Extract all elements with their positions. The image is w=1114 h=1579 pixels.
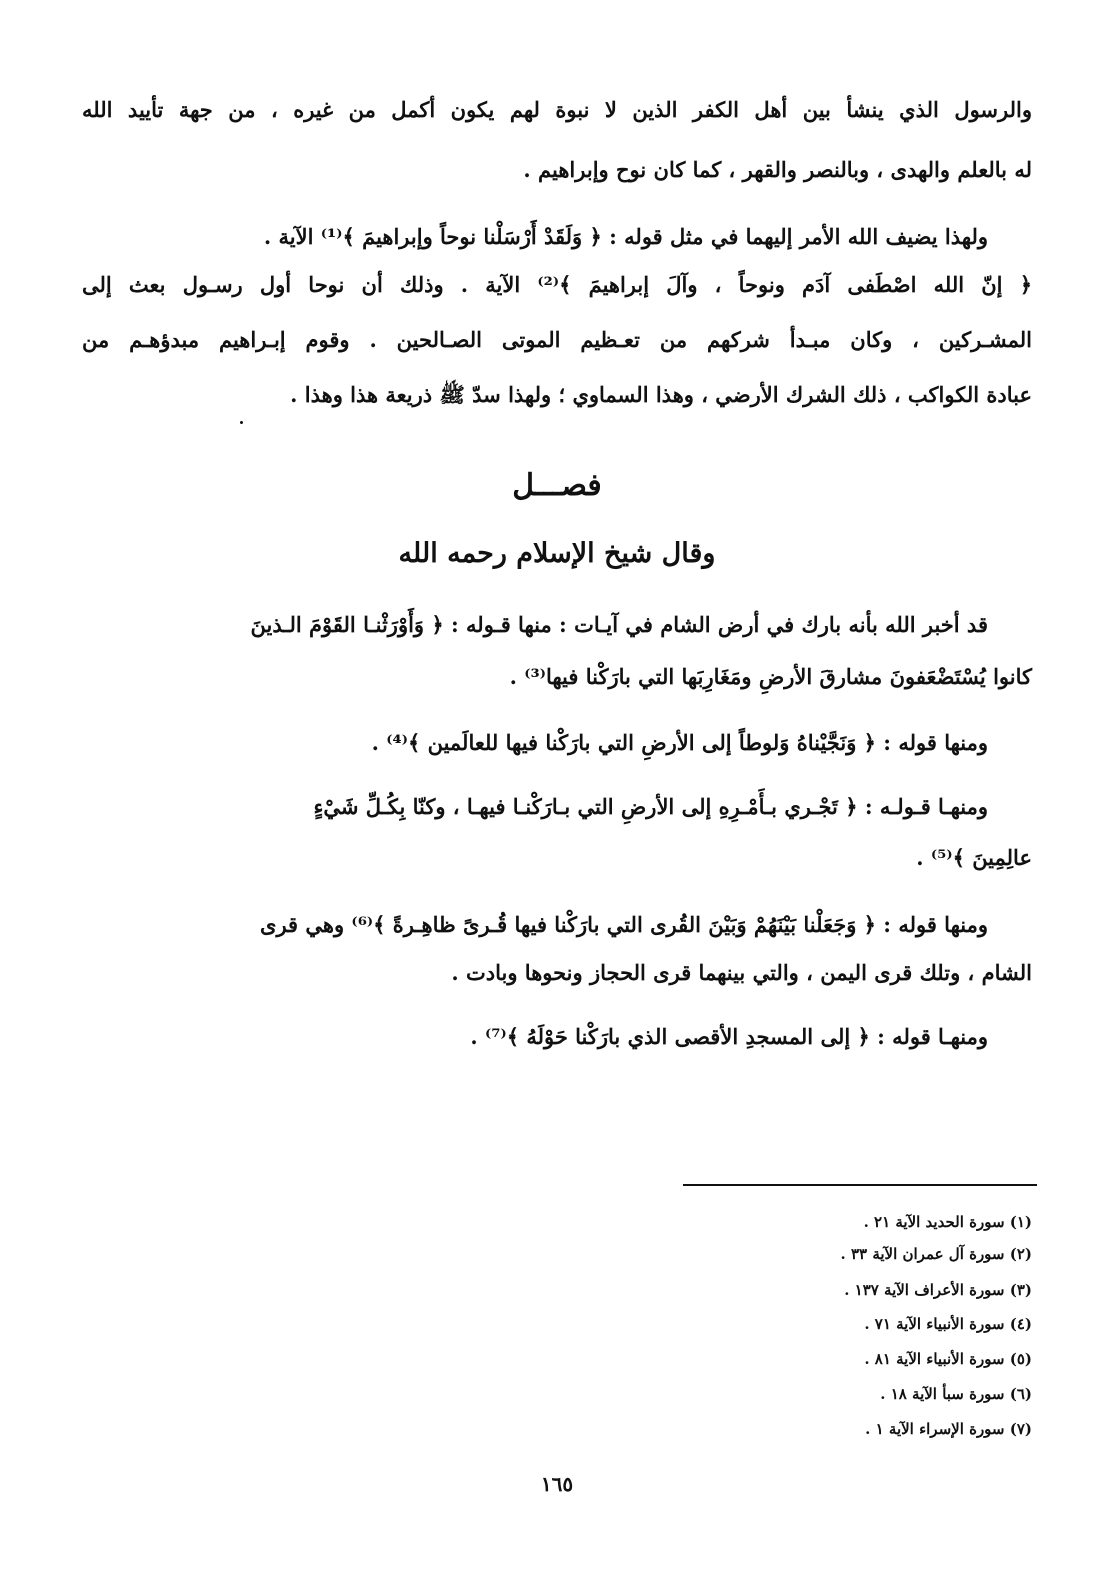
stray-dot <box>240 421 243 424</box>
paragraph-3-line-2: كانوا يُسْتَضْعَفونَ مشارقَ الأرضِ ومَغَارِبَها التي بارَكْنا فيها⁽³⁾ . <box>509 664 1032 689</box>
footnote-5: (٥) سورة الأنبياء الآية ٨١ . <box>864 1350 1032 1368</box>
footnote-1: (١) سورة الحديد الآية ٢١ . <box>863 1213 1032 1231</box>
section-subtitle: وقال شيخ الإسلام رحمه الله <box>398 538 716 569</box>
paragraph-1-line-1: والرسول الذي ينشأ بين أهل الكفر الذين لا نبوة لهم يكون أكمل من غيره ، من جهة تأييد الله <box>82 97 1032 122</box>
paragraph-7-line-1: ومنهـا قوله : ﴿ إلى المسجدِ الأقصى الذي بارَكْنا حَوْلَهُ ﴾⁽⁷⁾ . <box>470 1024 988 1049</box>
paragraph-1-line-2: له بالعلم والهدى ، وبالنصر والقهر ، كما كان نوح وإبراهيم . <box>523 157 1032 182</box>
paragraph-2-line-2: ﴿ إنّ الله اصْطَفى آدَم ونوحاً ، وآلَ إبراهيمَ ﴾⁽²⁾ الآية . وذلك أن نوحا أول رسـول بعث إلى <box>82 272 1032 297</box>
footnote-4: (٤) سورة الأنبياء الآية ٧١ . <box>864 1315 1032 1333</box>
paragraph-6-line-1: ومنها قوله : ﴿ وَجَعَلْنا بَيْنَهُمْ وَبَيْنَ القُرى التي بارَكْنا فيها قُـرىً ظاهِـرةً ﴾⁽⁶⁾ وهي قرى <box>260 912 988 937</box>
paragraph-6-line-2: الشام ، وتلك قرى اليمن ، والتي بينهما قرى الحجاز ونحوها وبادت . <box>451 960 1032 985</box>
paragraph-3-line-1: قد أخبر الله بأنه بارك في أرض الشام في آيـات : منها قـوله : ﴿ وَأَوْرَثْنـا القَوْمَ الـذينَ <box>250 612 988 637</box>
footnote-separator <box>683 1184 1037 1186</box>
paragraph-4-line-1: ومنها قوله : ﴿ وَنَجَّيْناهُ وَلوطاً إلى الأرضِ التي بارَكْنا فيها للعالَمين ﴾⁽⁴⁾ . <box>371 730 988 755</box>
footnote-3: (٣) سورة الأعراف الآية ١٣٧ . <box>844 1281 1032 1299</box>
paragraph-2-line-3: المشـركين ، وكان مبـدأ شركهم من تعـظيم الموتى الصـالحين . وقوم إبـراهيم مبدؤهـم من <box>82 327 1032 352</box>
page-number: ١٦٥ <box>540 1472 574 1496</box>
paragraph-2-line-1: ولهذا يضيف الله الأمر إليهما في مثل قوله : ﴿ وَلَقَدْ أَرْسَلْنا نوحاً وإبراهيمَ ﴾⁽¹⁾ الآية . <box>263 224 988 249</box>
footnote-6: (٦) سورة سبأ الآية ١٨ . <box>880 1385 1032 1403</box>
footnote-2: (٢) سورة آل عمران الآية ٣٣ . <box>840 1245 1032 1263</box>
paragraph-5-line-2: عالِمِينَ ﴾⁽⁵⁾ . <box>916 845 1032 870</box>
paragraph-2-line-4: عبادة الكواكب ، ذلك الشرك الأرضي ، وهذا السماوي ؛ ولهذا سدّ ﷺ ذريعة هذا وهذا . <box>290 382 1032 407</box>
paragraph-5-line-1: ومنهـا قـولـه : ﴿ تَجْـري بـأَمْـرِهِ إلى الأرضِ التي بـارَكْنـا فيهـا ، وكنّا بِكُـلِّ شَيْءٍ <box>313 794 988 819</box>
section-title: فصـــل <box>512 468 602 503</box>
footnote-7: (٧) سورة الإسراء الآية ١ . <box>865 1420 1032 1438</box>
